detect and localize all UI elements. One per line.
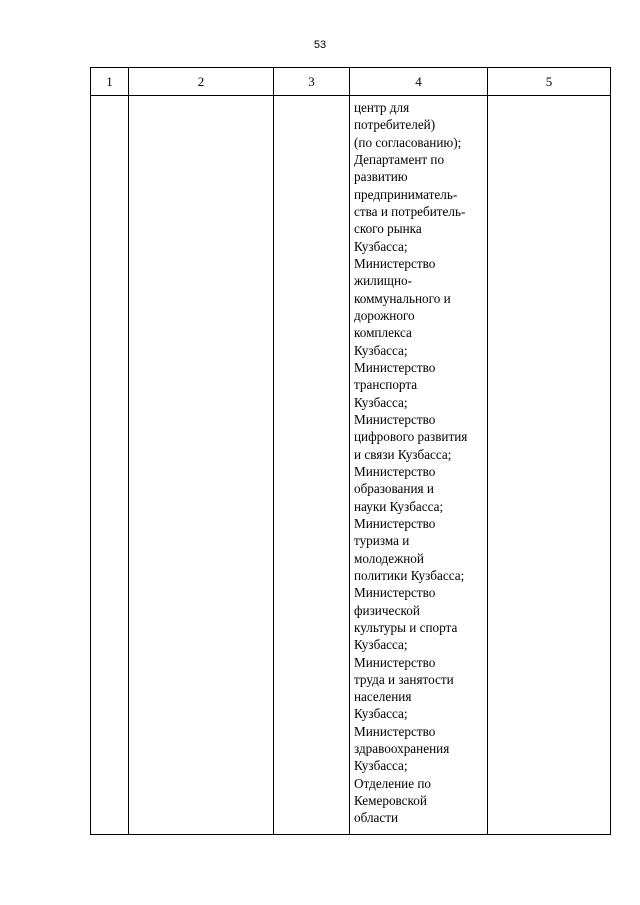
text-line: науки Кузбасса; [354, 498, 444, 514]
text-line: Министерство [354, 255, 436, 271]
text-line: Министерство [354, 515, 436, 531]
text-line: предприниматель- [354, 186, 458, 202]
text-line: Министерство [354, 463, 436, 479]
text-line: развитию [354, 169, 408, 185]
text-line: Министерство [354, 359, 436, 375]
text-line: населения [354, 689, 412, 705]
text-line: Кузбасса; [354, 637, 408, 653]
column-header-2: 2 [129, 68, 274, 96]
text-line: политики Кузбасса; [354, 567, 465, 583]
text-line: здравоохранения [354, 741, 450, 757]
column-header-4: 4 [350, 68, 488, 96]
responsible-agencies-text [350, 96, 487, 827]
text-line: Министерство [354, 585, 436, 601]
cell-col-2 [129, 96, 274, 835]
text-line: Министерство [354, 411, 436, 427]
text-line: коммунального и [354, 290, 451, 306]
text-line: Кузбасса; [354, 758, 408, 774]
text-line: и связи Кузбасса; [354, 446, 452, 462]
text-line: Кузбасса; [354, 706, 408, 722]
text-line: транспорта [354, 377, 418, 393]
text-line: центр для [354, 100, 410, 115]
text-line: молодежной [354, 550, 424, 566]
text-line: образования и [354, 481, 434, 497]
text-line: дорожного [354, 307, 415, 323]
table-row [91, 96, 611, 835]
cell-col-4 [350, 96, 488, 835]
text-line: Кузбасса; [354, 394, 408, 410]
text-line: туризма и [354, 533, 410, 549]
text-line: цифрового развития [354, 429, 468, 445]
text-line: комплекса [354, 325, 412, 341]
text-line: Департамент по [354, 151, 445, 167]
column-header-3: 3 [274, 68, 350, 96]
text-line: потребителей) [354, 117, 436, 133]
cell-col-3 [274, 96, 350, 835]
text-line: физической [354, 602, 420, 618]
text-line: жилищно- [354, 273, 413, 289]
text-line: Кузбасса; [354, 238, 408, 254]
text-line: ского рынка [354, 221, 422, 237]
text-line: Министерство [354, 723, 436, 739]
text-line: Министерство [354, 654, 436, 670]
text-line: Кемеровской [354, 793, 427, 809]
column-header-1: 1 [91, 68, 129, 96]
text-line: Отделение по [354, 775, 432, 791]
document-table [90, 67, 611, 835]
text-line: ства и потребитель- [354, 203, 466, 219]
page-number: 53 [313, 39, 327, 51]
cell-col-1 [91, 96, 129, 835]
cell-col-5 [488, 96, 611, 835]
column-header-5: 5 [488, 68, 611, 96]
header-row [91, 68, 611, 96]
text-line: Кузбасса; [354, 342, 408, 358]
text-line: культуры и спорта [354, 619, 458, 635]
text-line: (по согласованию); [354, 134, 462, 150]
text-line: труда и занятости [354, 671, 454, 687]
text-line: области [354, 810, 399, 826]
